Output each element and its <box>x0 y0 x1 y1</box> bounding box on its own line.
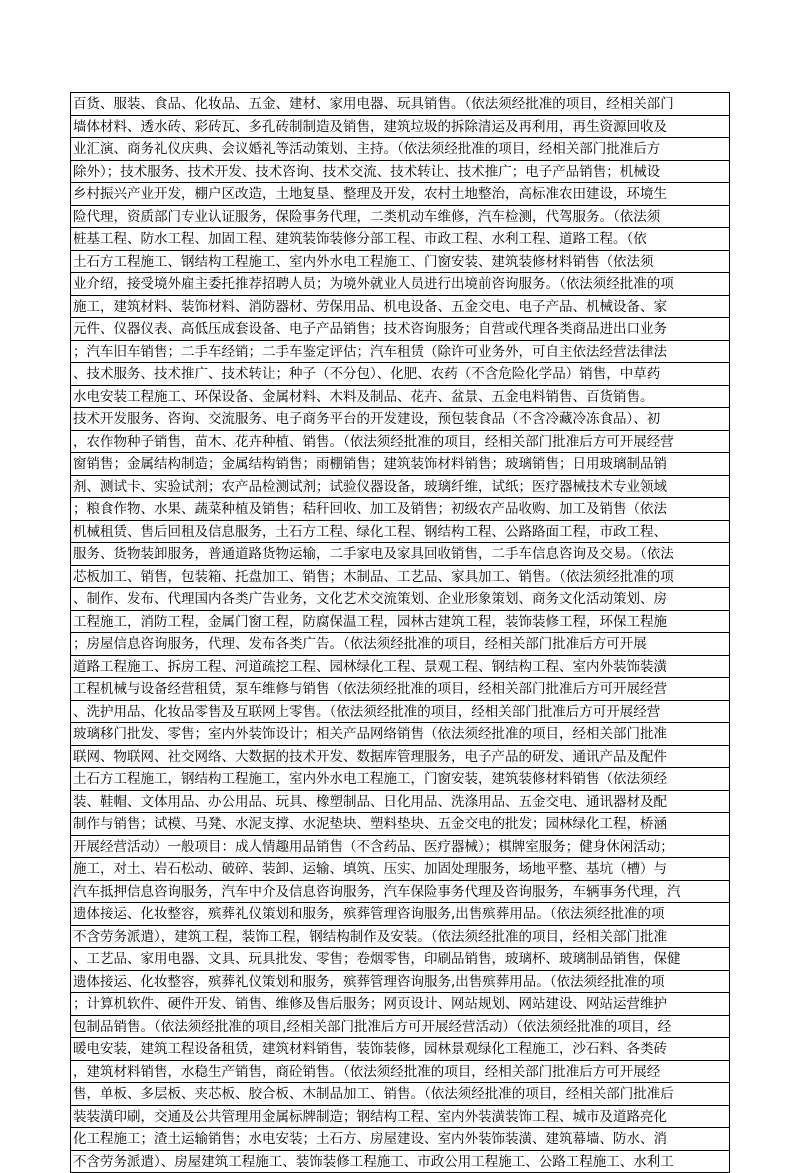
table-row <box>71 611 729 634</box>
table-row <box>71 543 729 566</box>
row-text: 芯板加工、销售，包装箱、托盘加工、销售；木制品、工艺品、家具加工、销售。（依法须经批准的项 <box>73 566 674 589</box>
table-row <box>71 836 729 859</box>
table-row <box>71 791 729 814</box>
row-text: ；计算机软件、硬件开发、销售、维修及售后服务；网页设计、网站规划、网站建设、网站运营维护 <box>73 993 667 1016</box>
row-text: ，建筑材料销售，水稳生产销售，商砼销售。（依法须经批准的项目，经相关部门批准后方可开展经 <box>73 1061 660 1084</box>
table-row <box>71 386 729 409</box>
row-text: 险代理，资质部门专业认证服务，保险事务代理，二类机动车维修，汽车检测，代驾服务。（依法须 <box>73 206 660 229</box>
row-text: 玻璃移门批发、零售；室内外装饰设计；相关产品网络销售（依法须经批准的项目，经相关部门批准 <box>73 723 667 746</box>
row-text: 机械租赁、售后回租及信息服务，土石方工程、绿化工程、钢结构工程、公路路面工程，市政工程、 <box>73 521 667 544</box>
table-row <box>71 408 729 431</box>
row-text: 不含劳务派遣），建筑工程，装饰工程，钢结构制作及安装。（依法须经批准的项目，经相关部门批准 <box>73 926 667 949</box>
row-text: 服务、货物装卸服务，普通道路货物运输，二手家电及家具回收销售，二手车信息咨询及交易。（依法 <box>73 543 674 566</box>
table-row <box>71 948 729 971</box>
table-row <box>71 633 729 656</box>
row-text: 遗体接运、化妆整容，殡葬礼仪策划和服务，殡葬管理咨询服务,出售殡葬用品。（依法须经批准的项 <box>73 903 665 926</box>
table-row <box>71 161 729 184</box>
table-row <box>71 813 729 836</box>
row-text: 百货、服装、食品、化妆品、五金、建材、家用电器、玩具销售。（依法须经批准的项目，经相关部门 <box>73 93 674 116</box>
row-text: 土石方工程施工、钢结构工程施工、室内外水电工程施工、门窗安装、建筑装修材料销售（依法须 <box>73 251 654 274</box>
row-text: 工程机械与设备经营租赁，泵车维修与销售（依法须经批准的项目，经相关部门批准后方可开展经营 <box>73 678 667 701</box>
row-text: 元件、仪器仪表、高低压成套设备、电子产品销售；技术咨询服务；自营或代理各类商品进出口业务 <box>73 318 667 341</box>
row-text: 窗销售；金属结构制造；金属结构销售；雨棚销售；建筑装饰材料销售；玻璃销售；日用玻璃制品销 <box>73 453 667 476</box>
table-row <box>71 138 729 161</box>
table-row <box>71 746 729 769</box>
table-row <box>71 1016 729 1039</box>
row-text: 土石方工程施工，钢结构工程施工，室内外水电工程施工，门窗安装，建筑装修材料销售（依法须经 <box>73 768 667 791</box>
table-row <box>71 723 729 746</box>
row-text: 乡村振兴产业开发，棚户区改造，土地复垦、整理及开发，农村土地整治，高标准农田建设，环境生 <box>73 183 667 206</box>
row-text: 售，单板、多层板、夹芯板、胶合板、木制品加工、销售。（依法须经批准的项目，经相关部门批准后 <box>73 1083 674 1106</box>
row-text: 、工艺品、家用电器、文具、玩具批发、零售；卷烟零售，印刷品销售，玻璃杯、玻璃制品销售，保健 <box>73 948 681 971</box>
table-row <box>71 993 729 1016</box>
row-text: 装装潢印刷，交通及公共管理用金属标牌制造；钢结构工程、室内外装潢装饰工程、城市及道路亮化 <box>73 1106 667 1129</box>
table-row <box>71 588 729 611</box>
row-text: 不含劳务派遣）、房屋建筑工程施工、装饰装修工程施工、市政公用工程施工、公路工程施工、水利工 <box>73 1151 674 1173</box>
table-row <box>71 881 729 904</box>
table-row <box>71 93 729 116</box>
row-text: 水电安装工程施工、环保设备、金属材料、木料及制品、花卉、盆景、五金电料销售、百货销售。 <box>73 386 654 409</box>
table-row <box>71 251 729 274</box>
table-row <box>71 341 729 364</box>
table-row <box>71 701 729 724</box>
row-text: 、技术服务、技术推广、技术转让；种子（不分包）、化肥、农药（不含危险化学品）销售，中草药 <box>73 363 660 386</box>
row-text: 工程施工，消防工程，金属门窗工程，防腐保温工程，园林古建筑工程，装饰装修工程，环保工程施 <box>73 611 667 634</box>
table-row <box>71 971 729 994</box>
row-text: 制作与销售；试模、马凳、水泥支撑、水泥垫块、塑料垫块、五金交电的批发；园林绿化工程，桥涵 <box>73 813 667 836</box>
row-text: 暖电安装，建筑工程设备租赁，建筑材料销售，装饰装修，园林景观绿化工程施工，沙石料、各类砖 <box>73 1038 667 1061</box>
table-row <box>71 431 729 454</box>
table-row <box>71 1128 729 1151</box>
table-row <box>71 498 729 521</box>
row-text: 联网、物联网、社交网络、大数据的技术开发、数据库管理服务，电子产品的研发、通讯产品及配件 <box>73 746 667 769</box>
table-row <box>71 363 729 386</box>
row-text: ；汽车旧车销售；二手车经销；二手车鉴定评估；汽车租赁（除许可业务外，可自主依法经营法律法 <box>73 341 667 364</box>
table-row <box>71 903 729 926</box>
row-text: 汽车抵押信息咨询服务，汽车中介及信息咨询服务，汽车保险事务代理及咨询服务，车辆事务代理，汽 <box>73 881 681 904</box>
row-text: 道路工程施工、拆房工程、河道疏挖工程、园林绿化工程、景观工程、钢结构工程、室内外装饰装潢 <box>73 656 667 679</box>
table-row <box>71 273 729 296</box>
table-row <box>71 453 729 476</box>
row-text: 化工程施工；渣土运输销售；水电安装；土石方、房屋建设、室内外装饰装潢、建筑幕墙、防水、消 <box>73 1128 667 1151</box>
table-row <box>71 566 729 589</box>
row-text: ，农作物种子销售，苗木、花卉种植、销售。（依法须经批准的项目，经相关部门批准后方可开展经营 <box>73 431 674 454</box>
table-row <box>71 678 729 701</box>
row-text: 墙体材料、透水砖、彩砖瓦、多孔砖制制造及销售，建筑垃圾的拆除清运及再利用，再生资源回收及 <box>73 116 667 139</box>
business-scope-table <box>70 92 730 1173</box>
table-row <box>71 1106 729 1129</box>
row-text: 业汇演、商务礼仪庆典、会议婚礼等活动策划、主持。（依法须经批准的项目，经相关部门批准后方 <box>73 138 660 161</box>
table-row <box>71 858 729 881</box>
row-text: ；房屋信息咨询服务，代理、发布各类广告。（依法须经批准的项目，经相关部门批准后方可开展 <box>73 633 647 656</box>
table-row <box>71 318 729 341</box>
table-row <box>71 116 729 139</box>
row-text: 开展经营活动）一般项目：成人情趣用品销售（不含药品、医疗器械）；棋牌室服务；健身休闲活动； <box>73 836 674 859</box>
row-text: 装、鞋帽、文体用品、办公用品、玩具、橡塑制品、日化用品、洗涤用品、五金交电、通讯器材及配 <box>73 791 667 814</box>
table-row <box>71 1083 729 1106</box>
row-text: 、制作、发布、代理国内各类广告业务，文化艺术交流策划、企业形象策划、商务文化活动策划、房 <box>73 588 667 611</box>
table-row <box>71 768 729 791</box>
row-text: 技术开发服务、咨询、交流服务、电子商务平台的开发建设，预包装食品（不含冷藏冷冻食品）、初 <box>73 408 660 431</box>
row-text: 业介绍，接受境外雇主委托推荐招聘人员；为境外就业人员进行出境前咨询服务。（依法须经批准的项 <box>73 273 674 296</box>
row-text: 遗体接运、化妆整容，殡葬礼仪策划和服务，殡葬管理咨询服务,出售殡葬用品。（依法须经批准的项 <box>73 971 665 994</box>
table-row <box>71 656 729 679</box>
table-row <box>71 296 729 319</box>
table-row <box>71 1061 729 1084</box>
table-row <box>71 926 729 949</box>
table-row <box>71 521 729 544</box>
row-text: 施工，对土、岩石松动、破碎、装卸、运输、填筑、压实、加固处理服务，场地平整、基坑（槽）与 <box>73 858 667 881</box>
row-text: 、洗护用品、化妆品零售及互联网上零售。（依法须经批准的项目，经相关部门批准后方可开展经营 <box>73 701 660 724</box>
table-row <box>71 206 729 229</box>
table-row <box>71 183 729 206</box>
row-text: 包制品销售。（依法须经批准的项目,经相关部门批准后方可开展经营活动）（依法须经批准的项目，经 <box>73 1016 671 1039</box>
table-row <box>71 476 729 499</box>
row-text: 除外）；技术服务、技术开发、技术咨询、技术交流、技术转让、技术推广；电子产品销售；机械设 <box>73 161 660 184</box>
table-row <box>71 1151 729 1173</box>
row-text: 施工，建筑材料、装饰材料、消防器材、劳保用品、机电设备、五金交电、电子产品、机械设备、家 <box>73 296 667 319</box>
row-text: 桩基工程、防水工程、加固工程、建筑装饰装修分部工程、市政工程、水利工程、道路工程。（依 <box>73 228 647 251</box>
table-row <box>71 228 729 251</box>
row-text: 剂、测试卡、实验试剂；农产品检测试剂；试验仪器设备，玻璃纤维，试纸；医疗器械技术专业领域 <box>73 476 667 499</box>
table-row <box>71 1038 729 1061</box>
row-text: ；粮食作物、水果、蔬菜种植及销售；秸秆回收、加工及销售；初级农产品收购、加工及销售（依法 <box>73 498 667 521</box>
